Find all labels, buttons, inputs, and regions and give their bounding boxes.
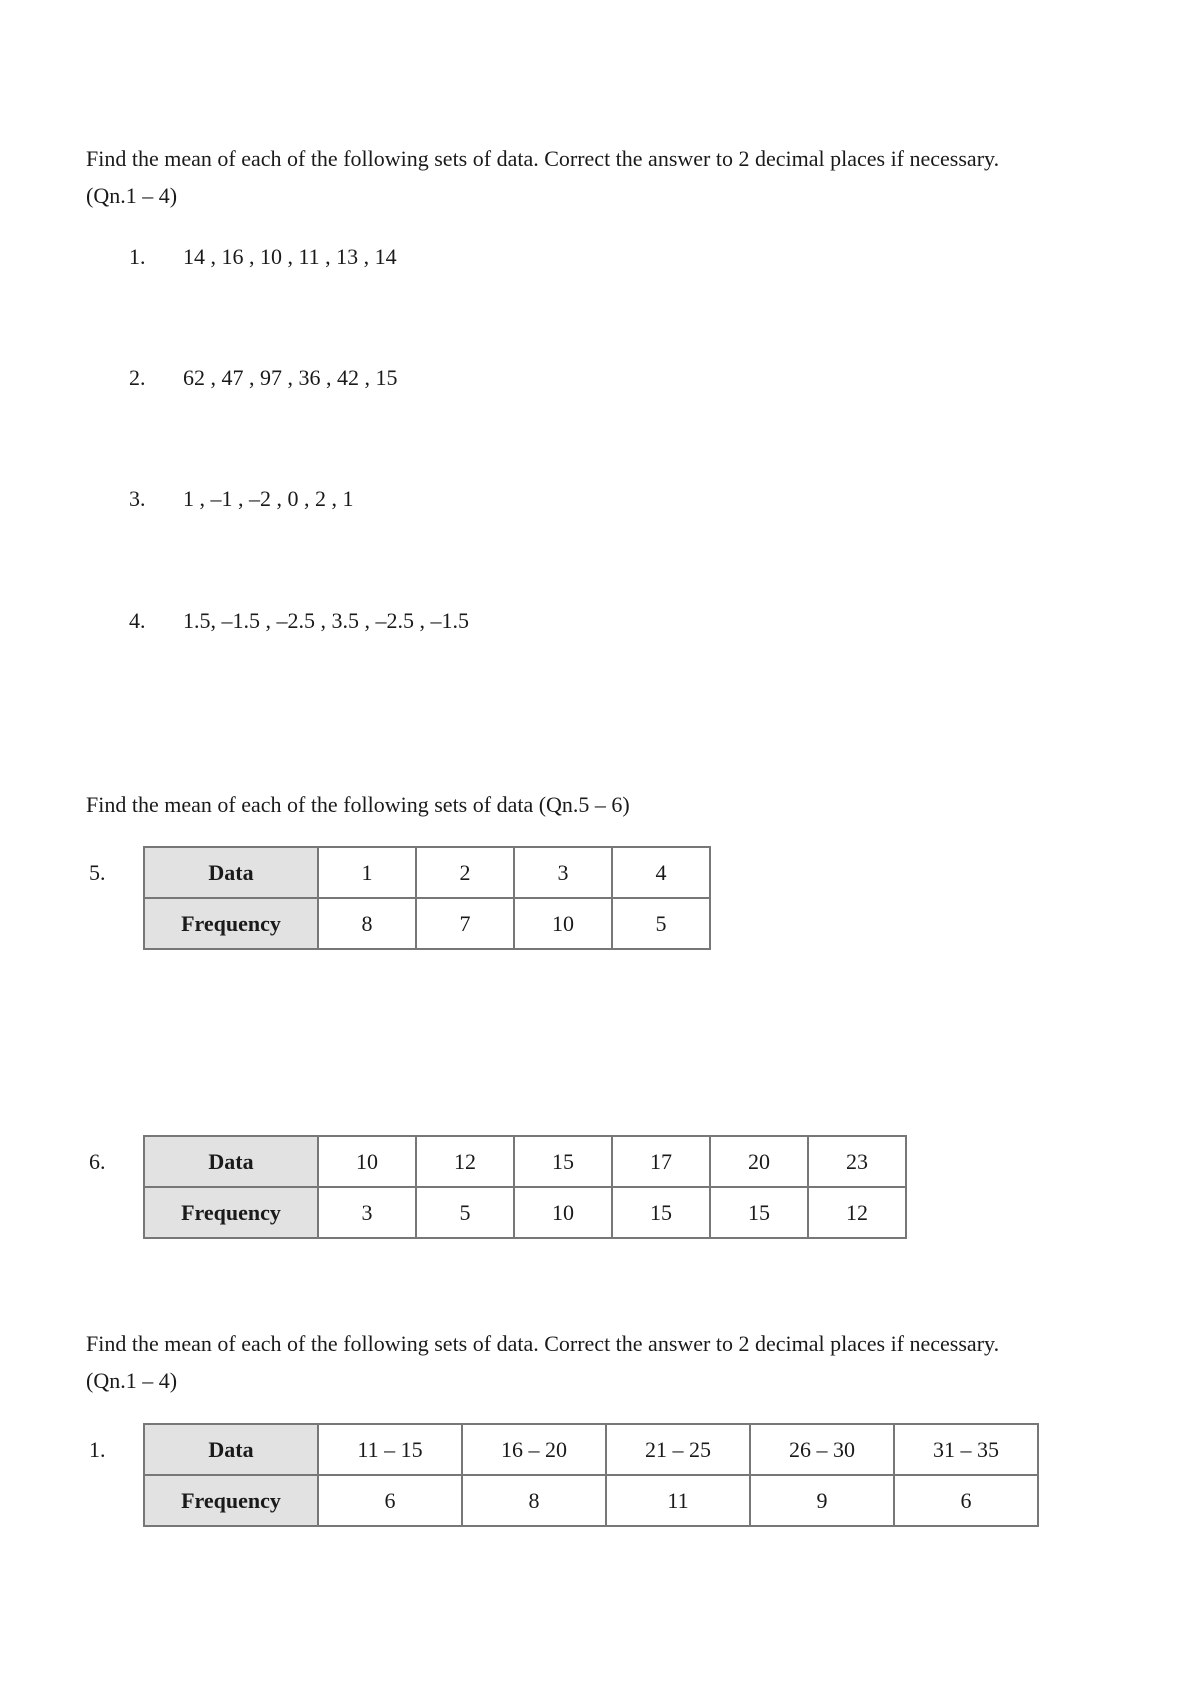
table-cell: 16 – 20 bbox=[462, 1424, 606, 1475]
question-data: 14 , 16 , 10 , 11 , 13 , 14 bbox=[183, 244, 397, 269]
table-row-frequency bbox=[144, 898, 710, 949]
table-row-frequency bbox=[144, 1187, 906, 1238]
table-cell: 6 bbox=[894, 1475, 1038, 1526]
table-cell: 8 bbox=[318, 898, 416, 949]
instruction-line-2: (Qn.1 – 4) bbox=[86, 1368, 178, 1393]
table-cell: 26 – 30 bbox=[750, 1424, 894, 1475]
question-number: 2. bbox=[129, 365, 146, 390]
table-cell: 2 bbox=[416, 847, 514, 898]
table-cell: 17 bbox=[612, 1136, 710, 1187]
table-cell: 12 bbox=[808, 1187, 906, 1238]
question-1 bbox=[129, 242, 397, 272]
table-cell: 23 bbox=[808, 1136, 906, 1187]
question-number: 1. bbox=[129, 244, 146, 269]
row-header-frequency: Frequency bbox=[144, 1475, 318, 1526]
table-cell: 5 bbox=[612, 898, 710, 949]
question-data: 1 , –1 , –2 , 0 , 2 , 1 bbox=[183, 486, 354, 511]
table-cell: 31 – 35 bbox=[894, 1424, 1038, 1475]
table-cell: 15 bbox=[514, 1136, 612, 1187]
table-cell: 4 bbox=[612, 847, 710, 898]
row-header-frequency: Frequency bbox=[144, 898, 318, 949]
table-row-data bbox=[144, 1136, 906, 1187]
row-header-data: Data bbox=[144, 1424, 318, 1475]
table-cell: 1 bbox=[318, 847, 416, 898]
question-data: 1.5, –1.5 , –2.5 , 3.5 , –2.5 , –1.5 bbox=[183, 608, 469, 633]
question-number: 3. bbox=[129, 486, 146, 511]
question-data: 62 , 47 , 97 , 36 , 42 , 15 bbox=[183, 365, 398, 390]
table-cell: 15 bbox=[612, 1187, 710, 1238]
question-3 bbox=[129, 484, 354, 514]
question-6-number: 6. bbox=[89, 1149, 106, 1174]
table-cell: 10 bbox=[318, 1136, 416, 1187]
row-header-data: Data bbox=[144, 847, 318, 898]
row-header-data: Data bbox=[144, 1136, 318, 1187]
table-cell: 5 bbox=[416, 1187, 514, 1238]
table-cell: 3 bbox=[514, 847, 612, 898]
question-6-table bbox=[143, 1135, 907, 1239]
question-5-table bbox=[143, 846, 711, 950]
instruction-text: Find the mean of each of the following sets of data (Qn.5 – 6) bbox=[86, 792, 630, 817]
table-cell: 21 – 25 bbox=[606, 1424, 750, 1475]
table-row-frequency bbox=[144, 1475, 1038, 1526]
table-row-data bbox=[144, 1424, 1038, 1475]
table-cell: 11 bbox=[606, 1475, 750, 1526]
table-cell: 9 bbox=[750, 1475, 894, 1526]
section-b-instruction bbox=[86, 786, 1126, 823]
question-c1-number: 1. bbox=[89, 1437, 106, 1462]
table-row-data bbox=[144, 847, 710, 898]
instruction-line-2: (Qn.1 – 4) bbox=[86, 183, 178, 208]
section-c-instruction bbox=[86, 1325, 1126, 1399]
instruction-line-1: Find the mean of each of the following sets of data. Correct the answer to 2 decimal places if necessary. bbox=[86, 146, 1000, 171]
table-cell: 10 bbox=[514, 1187, 612, 1238]
question-5-number: 5. bbox=[89, 860, 106, 885]
table-cell: 8 bbox=[462, 1475, 606, 1526]
table-cell: 12 bbox=[416, 1136, 514, 1187]
table-cell: 7 bbox=[416, 898, 514, 949]
question-number: 4. bbox=[129, 608, 146, 633]
table-cell: 20 bbox=[710, 1136, 808, 1187]
question-2 bbox=[129, 363, 398, 393]
table-cell: 10 bbox=[514, 898, 612, 949]
table-cell: 6 bbox=[318, 1475, 462, 1526]
section-a-instruction bbox=[86, 140, 1126, 214]
question-4 bbox=[129, 606, 469, 636]
table-cell: 3 bbox=[318, 1187, 416, 1238]
table-cell: 11 – 15 bbox=[318, 1424, 462, 1475]
table-cell: 15 bbox=[710, 1187, 808, 1238]
question-c1-table bbox=[143, 1423, 1039, 1527]
row-header-frequency: Frequency bbox=[144, 1187, 318, 1238]
instruction-line-1: Find the mean of each of the following sets of data. Correct the answer to 2 decimal places if necessary. bbox=[86, 1331, 1000, 1356]
